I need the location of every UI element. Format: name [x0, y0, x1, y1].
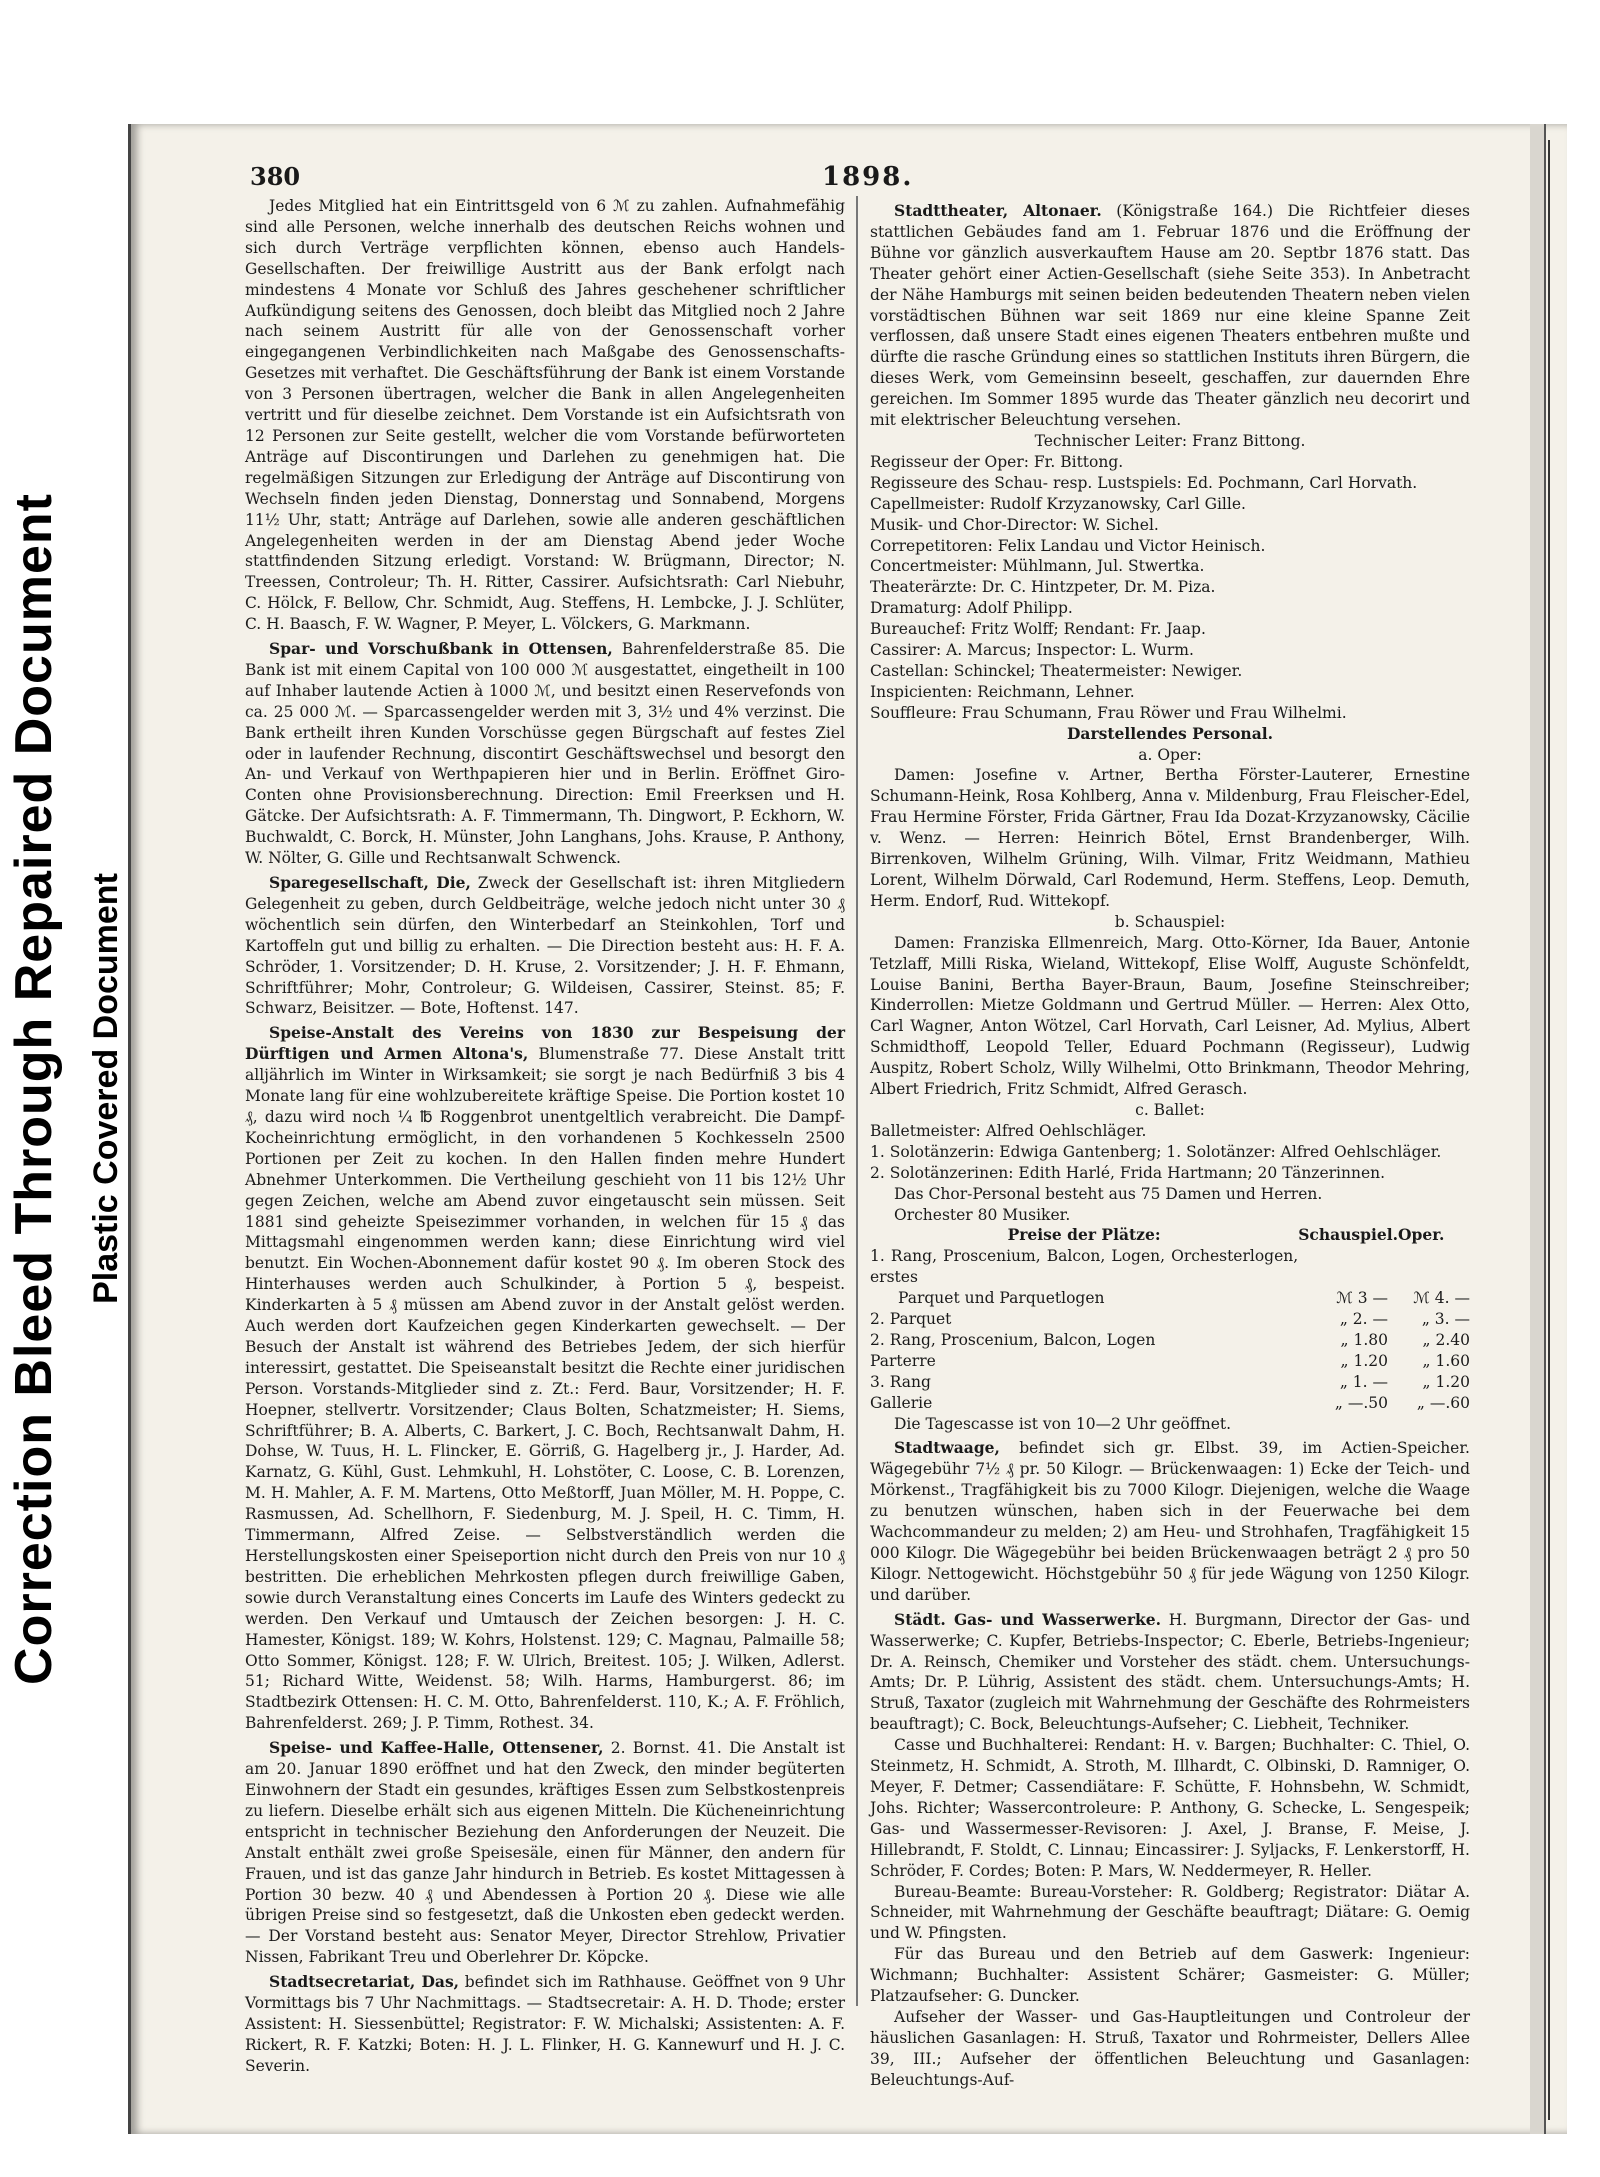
left-margin-label-strip-2: [76, 0, 136, 2177]
col-schauspiel: Schauspiel.: [1298, 1225, 1398, 1245]
price-label: 2. Parquet: [870, 1310, 952, 1329]
stadtwaage-entry: [870, 1438, 1470, 1605]
price-row: [870, 1246, 1470, 1288]
price-schauspiel: „ —.50: [1334, 1393, 1388, 1412]
ballet-line: Balletmeister: Alfred Oehlschläger.: [870, 1121, 1147, 1140]
price-row: [870, 1393, 1470, 1414]
price-title: Preise der Plätze:: [1007, 1225, 1161, 1245]
right-column: [870, 201, 1470, 2091]
entry-title: Stadttheater, Altonaer.: [894, 201, 1102, 220]
staff-line: Castellan: Schinckel; Theatermeister: Newiger.: [870, 661, 1243, 680]
bank-membership-paragraph: Jedes Mitglied hat ein Eintrittsgeld von 6 ℳ zu zahlen. Aufnahmefähig sind alle Personen, welche innerhalb des deutschen Reichs wohnen und sich durch Verträge verpflichten können, ebenso auch Handels-Gesellschaften. Der freiwillige Austritt aus der Bank erfolgt nach mindestens 4 Monate vor Schluß des Jahres geschehener schriftlicher Aufkündigung seitens des Genossen, doch bleibt das Mitglied noch 2 Jahre nach seinem Austritt für alle von der Genossenschaft vorher eingegangenen Verbindlichkeiten nach Maßgabe des Genossenschafts-Gesetzes mit verhaftet. Die Geschäftsführung der Bank ist einem Vorstande von 3 Personen übertragen, welcher die Bank in allen Angelegenheiten vertritt und für dieselbe zeichnet. Dem Vorstande ist ein Aufsichtsrath von 12 Personen zur Seite gestellt, welcher die vom Vorstande befürworteten Anträge auf Discontirungen und Darlehen zu genehmigen hat. Die regelmäßigen Sitzungen zur Erledigung der Anträge auf Discontirung von Wechseln finden jeden Dienstag, Donnerstag und Sonnabend, Morgens 11½ Uhr, statt; Anträge auf Darlehen, sowie alle anderen geschäftlichen Angelegenheiten werden in der am Dienstag Abend jeder Woche stattfindenden Sitzung erledigt. Vorstand: W. Brügmann, Director; N. Treessen, Controleur; Th. H. Ritter, Cassirer. Aufsichtsrath: Carl Niebuhr, C. Hölck, F. Bellow, Chr. Schmidt, Aug. Steffens, H. Lembcke, J. J. Schlüter, C. H. Baasch, F. W. Wagner, P. Meyer, L. Völckers, G. Markmann.: [245, 197, 845, 634]
sparbank-entry: [245, 639, 845, 869]
price-schauspiel: „ 2. —: [1339, 1310, 1388, 1329]
price-row: [870, 1351, 1470, 1372]
theater-staff-list: [870, 452, 1470, 724]
price-label: 1. Rang, Proscenium, Balcon, Logen, Orchesterlogen, erstes: [870, 1247, 1299, 1287]
staff-line: Bureauchef: Fritz Wolff; Rendant: Fr. Jaap.: [870, 620, 1206, 639]
personal-heading: Darstellendes Personal.: [1066, 723, 1274, 743]
page-binding-edge: [1530, 124, 1546, 2134]
price-table: [870, 1225, 1470, 1413]
price-oper: „ 3. —: [1421, 1310, 1470, 1329]
entry-text: 2. Bornst. 41. Die Anstalt ist am 20. Januar 1890 eröffnet und hat den Zweck, den minder begüterten Einwohnern der Stadt ein gesundes, kräftiges Essen zum Selbstkostenpreis zu liefern. Dieselbe erhält sich aus eigenen Mitteln. Die Kücheneinrichtung entspricht in technischer Beziehung den Anforderungen der Neuzeit. Die Anstalt enthält zwei große Speisesäle, einen für Männer, den andern für Frauen, und ist das ganze Jahr hindurch in Betrieb. Es kostet Mittagessen à Portion 30 bezw. 40 ₰ und Abendessen à Portion 20 ₰. Diese wie alle übrigen Preise sind so festgesetzt, daß die Unkosten eben gedeckt werden. — Der Vorstand besteht aus: Senator Meyer, Director Strehlow, Privatier Nissen, Fabrikant Treu und Oberlehrer Dr. Köpcke.: [245, 1739, 846, 1967]
ballet-line: Orchester 80 Musiker.: [894, 1205, 1071, 1224]
gaswerke-bureau: Bureau-Beamte: Bureau-Vorsteher: R. Goldberg; Registrator: Diätar A. Schneider, mit Wahrnehmung der Geschäfte beauftragt; Diätare: G. Oemig und W. Pfingsten.: [870, 1882, 1470, 1943]
stadtsecretariat-entry: [245, 1972, 845, 2077]
price-schauspiel: [1298, 1246, 1398, 1288]
entry-title: Sparegesellschaft, Die,: [269, 873, 471, 892]
ballet-line: 2. Solotänzerinen: Edith Harlé, Frida Hartmann; 20 Tänzerinnen.: [870, 1163, 1386, 1182]
kaffee-halle-entry: [245, 1738, 845, 1968]
page-edge-line: [1548, 140, 1550, 2120]
page-year: 1898.: [822, 162, 914, 192]
staff-line: Cassirer: A. Marcus; Inspector: L. Wurm.: [870, 641, 1194, 660]
price-label: Parquet und Parquetlogen: [898, 1289, 1105, 1308]
schauspiel-heading: b. Schauspiel:: [1114, 912, 1226, 931]
speise-anstalt-entry: [245, 1023, 845, 1734]
left-margin-label-strip: [0, 0, 68, 2177]
oper-heading: a. Oper:: [1138, 745, 1202, 764]
left-column: [245, 196, 845, 2077]
stadttheater-entry: [870, 201, 1470, 431]
entry-text: befindet sich gr. Elbst. 39, im Actien-Speicher. Wägegebühr 7½ ₰ pr. 50 Kilogr. — Brückenwaagen: 1) Ecke der Teich- und Mörkenst., Tragfähigkeit bis zu 7000 Kilogr. Diejenigen, welche die Waage zu benutzen wünschen, haben sich in der Feuerwache bei dem Wachcommandeur zu melden; 2) am Heu- und Strohhafen, Tragfähigkeit 15 000 Kilogr. Die Wägegebühr bei beiden Brückenwaagen beträgt 2 ₰ pro 50 Kilogr. Nettogewicht. Höchstgebühr 50 ₰ für jede Wägung von 1250 Kilogr. und darüber.: [870, 1439, 1470, 1604]
staff-line: Capellmeister: Rudolf Krzyzanowsky, Carl Gille.: [870, 494, 1246, 513]
price-oper: „ 1.60: [1422, 1351, 1470, 1370]
price-row: [870, 1372, 1470, 1393]
price-schauspiel: „ 1.20: [1340, 1351, 1388, 1370]
price-oper: „ —.60: [1416, 1393, 1470, 1412]
price-row: [870, 1330, 1470, 1351]
sparegesellschaft-entry: [245, 873, 845, 1019]
column-divider: [856, 196, 858, 2006]
staff-line: Inspicienten: Reichmann, Lehner.: [870, 682, 1135, 701]
entry-text: Zweck der Gesellschaft ist: ihren Mitgliedern Gelegenheit zu geben, durch Geldbeiträge, welche jedoch nicht unter 30 ₰ wöchentlich sein dürfen, den Winterbedarf an Steinkohlen, Torf und Kartoffeln gut und billig zu erhalten. — Die Direction besteht aus: H. F. A. Schröder, 1. Vorsitzender; D. H. Kruse, 2. Vorsitzender; J. H. F. Ehmann, Schriftführer; Mohr, Controleur; G. Wildeisen, Cassirer, Steinst. 85; F. Schwarz, Beisitzer. — Bote, Hoftenst. 147.: [245, 874, 845, 1018]
box-office-note: Die Tagescasse ist von 10—2 Uhr geöffnet.: [894, 1414, 1232, 1433]
entry-title: Speise- und Kaffee-Halle, Ottensener,: [269, 1738, 604, 1758]
price-row: [870, 1309, 1470, 1330]
ballet-heading: c. Ballet:: [1135, 1100, 1205, 1119]
staff-line: Dramaturg: Adolf Philipp.: [870, 599, 1073, 618]
price-header-row: [870, 1225, 1470, 1246]
entry-text: Blumenstraße 77. Diese Anstalt tritt alljährlich im Winter in Wirksamkeit; sie sorgt je nach Bedürfniß 3 bis 4 Monate lang für eine wohlzubereitete kräftige Speise. Die Portion kostet 10 ₰, dazu wird noch ¼ ℔ Roggenbrot unentgeltlich verabreicht. Die Dampf-Kocheinrichtung ermöglicht, in den vorhandenen 5 Kochkesseln 2500 Portionen per Zeit zu kochen. In den Hallen finden mehre Hundert Abnehmer Unterkommen. Die Vertheilung geschieht von 11 bis 12½ Uhr gegen Zeichen, welche am Abend zuvor eingetauscht sein müssen. Seit 1881 sind geheizte Speisezimmer vorhanden, in welchen für 15 ₰ das Mittagsmahl eingenommen werden kann; diese Einrichtung wird viel benutzt. Ein Wochen-Abonnement dafür kostet 90 ₰. Im oberen Stock des Hinterhauses werden auch Schulkinder, à Portion 5 ₰, bespeist. Kinderkarten à 5 ₰ müssen am Abend zuvor in der Anstalt gelöst werden. Auch werden dort Kaufzeichen gegen Kinderkarten gewechselt. — Der Besuch der Anstalt ist während des Betriebes Jedem, der sich hierfür interessirt, gestattet. Die Speiseanstalt besitzt die Rechte einer juridischen Person. Vorstands-Mitglieder sind z. Zt.: Ferd. Baur, Vorsitzender; H. F. Hoepner, stellvertr. Vorsitzender; Claus Bolten, Schatzmeister; H. Siems, Schriftführer; B. A. Alberts, C. Barkert, J. C. Boch, Rechtsanwalt Dahm, H. Dohse, W. Tuus, H. L. Flincker, E. Görriß, G. Hagelberg jr., J. Harder, Ad. Karnatz, G. Kühl, Gust. Lehmkuhl, H. Lohstöter, C. Loose, C. B. Lorenzen, M. H. Mahler, A. F. M. Martens, Otto Meßtorff, Juan Möller, M. H. Poppe, C. Rasmussen, Ad. Schellhorn, F. Siedenburg, M. J. Speil, H. C. Timm, H. Timmermann, Alfred Zeise. — Selbstverständlich werden die Herstellungskosten einer Speiseportion nicht durch den Preis von nur 10 ₰ bestritten. Die erheblichen Mehrkosten pflegen durch freiwillige Gaben, sowie durch Veranstaltung eines Concerts im Laufe des Winters gedeckt zu werden. Den Verkauf und Umtausch der Zeichen besorgen: J. H. C. Hamester, Königst. 189; W. Kohrs, Holstenst. 129; C. Magnau, Palmaille 58; Otto Sommer, Königst. 128; F. W. Ulrich, Breitest. 105; J. Wilken, Adlerst. 51; Richard Witte, Weidenst. 58; Wilh. Harms, Hamburgerst. 86; im Stadtbezirk Ottensen: H. C. M. Otto, Bahrenfelderst. 110, K.; A. F. Fröhlich, Bahrenfelderst. 269; J. P. Timm, Rothest. 34.: [245, 1045, 845, 1733]
ballet-line: 1. Solotänzerin: Edwiga Gantenberg; 1. Solotänzer: Alfred Oehlschläger.: [870, 1142, 1442, 1161]
price-oper: ℳ 4. —: [1413, 1289, 1470, 1308]
plastic-covered-label: Plastic Covered Document: [86, 873, 125, 1304]
price-schauspiel: „ 1. —: [1339, 1372, 1388, 1391]
gaswerke-entry: [870, 1610, 1470, 1735]
schauspiel-cast: Damen: Franziska Ellmenreich, Marg. Otto-Körner, Ida Bauer, Antonie Tetzlaff, Milli Riska, Wieland, Wittekopf, Elise Wolff, Auguste Schönfeldt, Louise Banini, Bertha Bayer-Braun, Baum, Josefine Steinschreiber; Kinderrollen: Mietze Goldmann und Gertrud Müller. — Herren: Alex Otto, Carl Wagner, Anton Wötzel, Carl Horvath, Carl Leisner, Ad. Mylius, Albert Schmidthoff, Leopold Teller, Eduard Pochmann (Regisseur), Ludwig Auspitz, Robert Scholz, Willy Wilhelmi, Otto Brinkmann, Theodor Mehring, Albert Friedrich, Fritz Schmidt, Alfred Gerasch.: [870, 933, 1470, 1099]
entry-title: Stadtsecretariat, Das,: [269, 1972, 460, 1992]
entry-title: Spar- und Vorschußbank in Ottensen,: [269, 639, 613, 659]
price-label: 3. Rang: [870, 1372, 931, 1391]
page-header: [250, 162, 1500, 192]
staff-line: Regisseur der Oper: Fr. Bittong.: [870, 452, 1124, 471]
gaswerke-aufseher: Aufseher der Wasser- und Gas-Hauptleitungen und Controleur der häuslichen Gasanlagen: H. Struß, Taxator und Rohrmeister, Dellers Allee 39, III.; Aufseher der öffentlichen Beleuchtung und Gasanlagen: Beleuchtungs-Auf-: [870, 2007, 1470, 2089]
oper-cast: Damen: Josefine v. Artner, Bertha Förster-Lauterer, Ernestine Schumann-Heink, Rosa Kohlberg, Anna v. Mildenburg, Frau Fleischer-Edel, Frau Hermine Förster, Frida Gärtner, Frau Ida Dozat-Krzyzanowsky, Cäcilie v. Wenz. — Herren: Heinrich Bötel, Ernst Brandenberger, Wilh. Birrenkoven, Wilhelm Grüning, Wilh. Vilmar, Fritz Weidmann, Mathieu Lorent, Wilhelm Dörwald, Carl Rodemund, Herm. Steffens, Leop. Demuth, Herm. Endorf, Rud. Wittekopf.: [870, 766, 1470, 910]
staff-line: Souffleure: Frau Schumann, Frau Röwer und Frau Wilhelmi.: [870, 703, 1347, 722]
col-oper: Oper.: [1398, 1225, 1445, 1245]
entry-title: Städt. Gas- und Wasserwerke.: [894, 1609, 1162, 1629]
ballet-line: Das Chor-Personal besteht aus 75 Damen und Herren.: [894, 1184, 1323, 1203]
price-oper: „ 2.40: [1422, 1330, 1470, 1349]
price-label: 2. Rang, Proscenium, Balcon, Logen: [870, 1330, 1156, 1349]
entry-text: befindet sich im Rathhause. Geöffnet von 9 Uhr Vormittags bis 7 Uhr Nachmittags. — Stadtsecretair: A. H. D. Thode; erster Assistent: H. Siessenbüttel; Registrator: F. W. Michalski; Assistenten: A. F. Rickert, R. F. Katzki; Boten: H. J. L. Flinker, H. G. Kannewurf und H. J. C. Severin.: [245, 1973, 845, 2075]
entry-text: Bahrenfelderstraße 85. Die Bank ist mit einem Capital von 100 000 ℳ ausgestattet, eingetheilt in 100 auf Inhaber lautende Actien à 1000 ℳ, und besitzt einen Reservefonds von ca. 25 000 ℳ. — Sparcassengelder werden mit 3, 3½ und 4% verzinst. Die Bank ertheilt ihren Kunden Vorschüsse gegen Bürgschaft auf festes Ziel oder in laufender Rechnung, discontirt Geschäftswechsel und besorgt den An- und Verkauf von Werthpapieren hier und in Berlin. Eröffnet Giro-Conten ohne Provisionsberechnung. Direction: Emil Freerksen und H. Gätcke. Der Aufsichtsrath: A. F. Timmermann, Th. Dingwort, P. Eckhorn, W. Buchwaldt, C. Borck, H. Münster, John Langhans, Johs. Krause, P. Anthony, W. Nölter, G. Gille und Rechtsanwalt Schwenck.: [245, 640, 845, 868]
price-oper: [1398, 1246, 1470, 1288]
staff-line: Theaterärzte: Dr. C. Hintzpeter, Dr. M. Piza.: [870, 578, 1216, 597]
price-row: [870, 1288, 1470, 1309]
entry-title: Speise-Anstalt des Vereins von 1830 zur Bespeisung der Dürftigen und Armen Altona's,: [245, 1023, 845, 1064]
entry-title: Stadtwaage,: [894, 1438, 1000, 1458]
staff-line: Concertmeister: Mühlmann, Jul. Stwertka.: [870, 557, 1205, 576]
staff-line: Correpetitoren: Felix Landau und Victor Heinisch.: [870, 536, 1266, 555]
ballet-list: [870, 1121, 1470, 1226]
price-schauspiel: ℳ 3 —: [1336, 1289, 1388, 1308]
entry-text: (Königstraße 164.) Die Richtfeier dieses stattlichen Gebäudes fand am 1. Februar 1876 und die Eröffnung der Bühne vor gänzlich ausverkauftem Hause am 20. Septbr 1876 statt. Das Theater gehört einer Actien-Gesellschaft (siehe Seite 353). In Anbetracht der Nähe Hamburgs mit seinen beiden bedeutenden Theatern neben vielen vorstädtischen Bühnen war seit 1869 nur eine kleine Spanne Zeit verflossen, daß unsere Stadt eines eigenen Theaters entbehren mußte und dürfte die rasche Gründung eines so stattlichen Instituts ihren Bürgern, die dieses Werk, vom Gemeinsinn beseelt, geschaffen, zur dauernden Ehre gereichen. Im Sommer 1895 wurde das Theater gänzlich neu decorirt und mit elektrischer Beleuchtung versehen.: [870, 202, 1470, 430]
price-label: Gallerie: [870, 1393, 933, 1412]
page-number: 380: [250, 162, 301, 191]
gaswerke-betrieb: Für das Bureau und den Betrieb auf dem Gaswerk: Ingenieur: Wichmann; Buchhalter: Assistent Schärer; Gasmeister: G. Müller; Platzaufseher: G. Duncker.: [870, 1945, 1470, 2006]
price-label: Parterre: [870, 1351, 936, 1370]
correction-repair-label: Correction Bleed Through Repaired Document: [5, 492, 64, 1685]
price-schauspiel: „ 1.80: [1340, 1330, 1388, 1349]
staff-line: Musik- und Chor-Director: W. Sichel.: [870, 515, 1159, 534]
gaswerke-casse: Casse und Buchhalterei: Rendant: H. v. Bargen; Buchhalter: C. Thiel, O. Steinmetz, H. Schmidt, A. Stroth, M. Illhardt, C. Olbinski, D. Ramniger, O. Meyer, F. Detmer; Cassendiätare: F. Schütte, F. Hohnsbehn, W. Schmidt, Johs. Richter; Wassercontroleure: P. Anthony, G. Schecke, L. Sengespeik; Gas- und Wassermesser-Revisoren: J. Axel, J. Branse, F. Meise, J. Hillebrandt, F. Stoldt, C. Linnau; Eincassirer: J. Syljacks, F. Lenkerstorff, H. Schröder, F. Cordes; Boten: P. Mars, W. Neddermeyer, R. Heller.: [870, 1736, 1470, 1880]
entry-text: H. Burgmann, Director der Gas- und Wasserwerke; C. Kupfer, Betriebs-Inspector; C. Eberle, Betriebs-Ingenieur; Dr. A. Reinsch, Chemiker und Vorsteher des städt. chem. Untersuchungs-Amts; Dr. P. Lührig, Assistent des städt. chem. Untersuchungs-Amts; H. Struß, Taxator (zugleich mit Wahrnehmung der Geschäfte des Rohrmeisters beauftragt); C. Bock, Beleuchtungs-Aufseher; C. Liebheit, Techniker.: [870, 1610, 1470, 1734]
price-oper: „ 1.20: [1422, 1372, 1470, 1391]
staff-line: Regisseure des Schau- resp. Lustspiels: Ed. Pochmann, Carl Horvath.: [870, 473, 1418, 492]
technical-director: Technischer Leiter: Franz Bittong.: [1034, 431, 1306, 450]
